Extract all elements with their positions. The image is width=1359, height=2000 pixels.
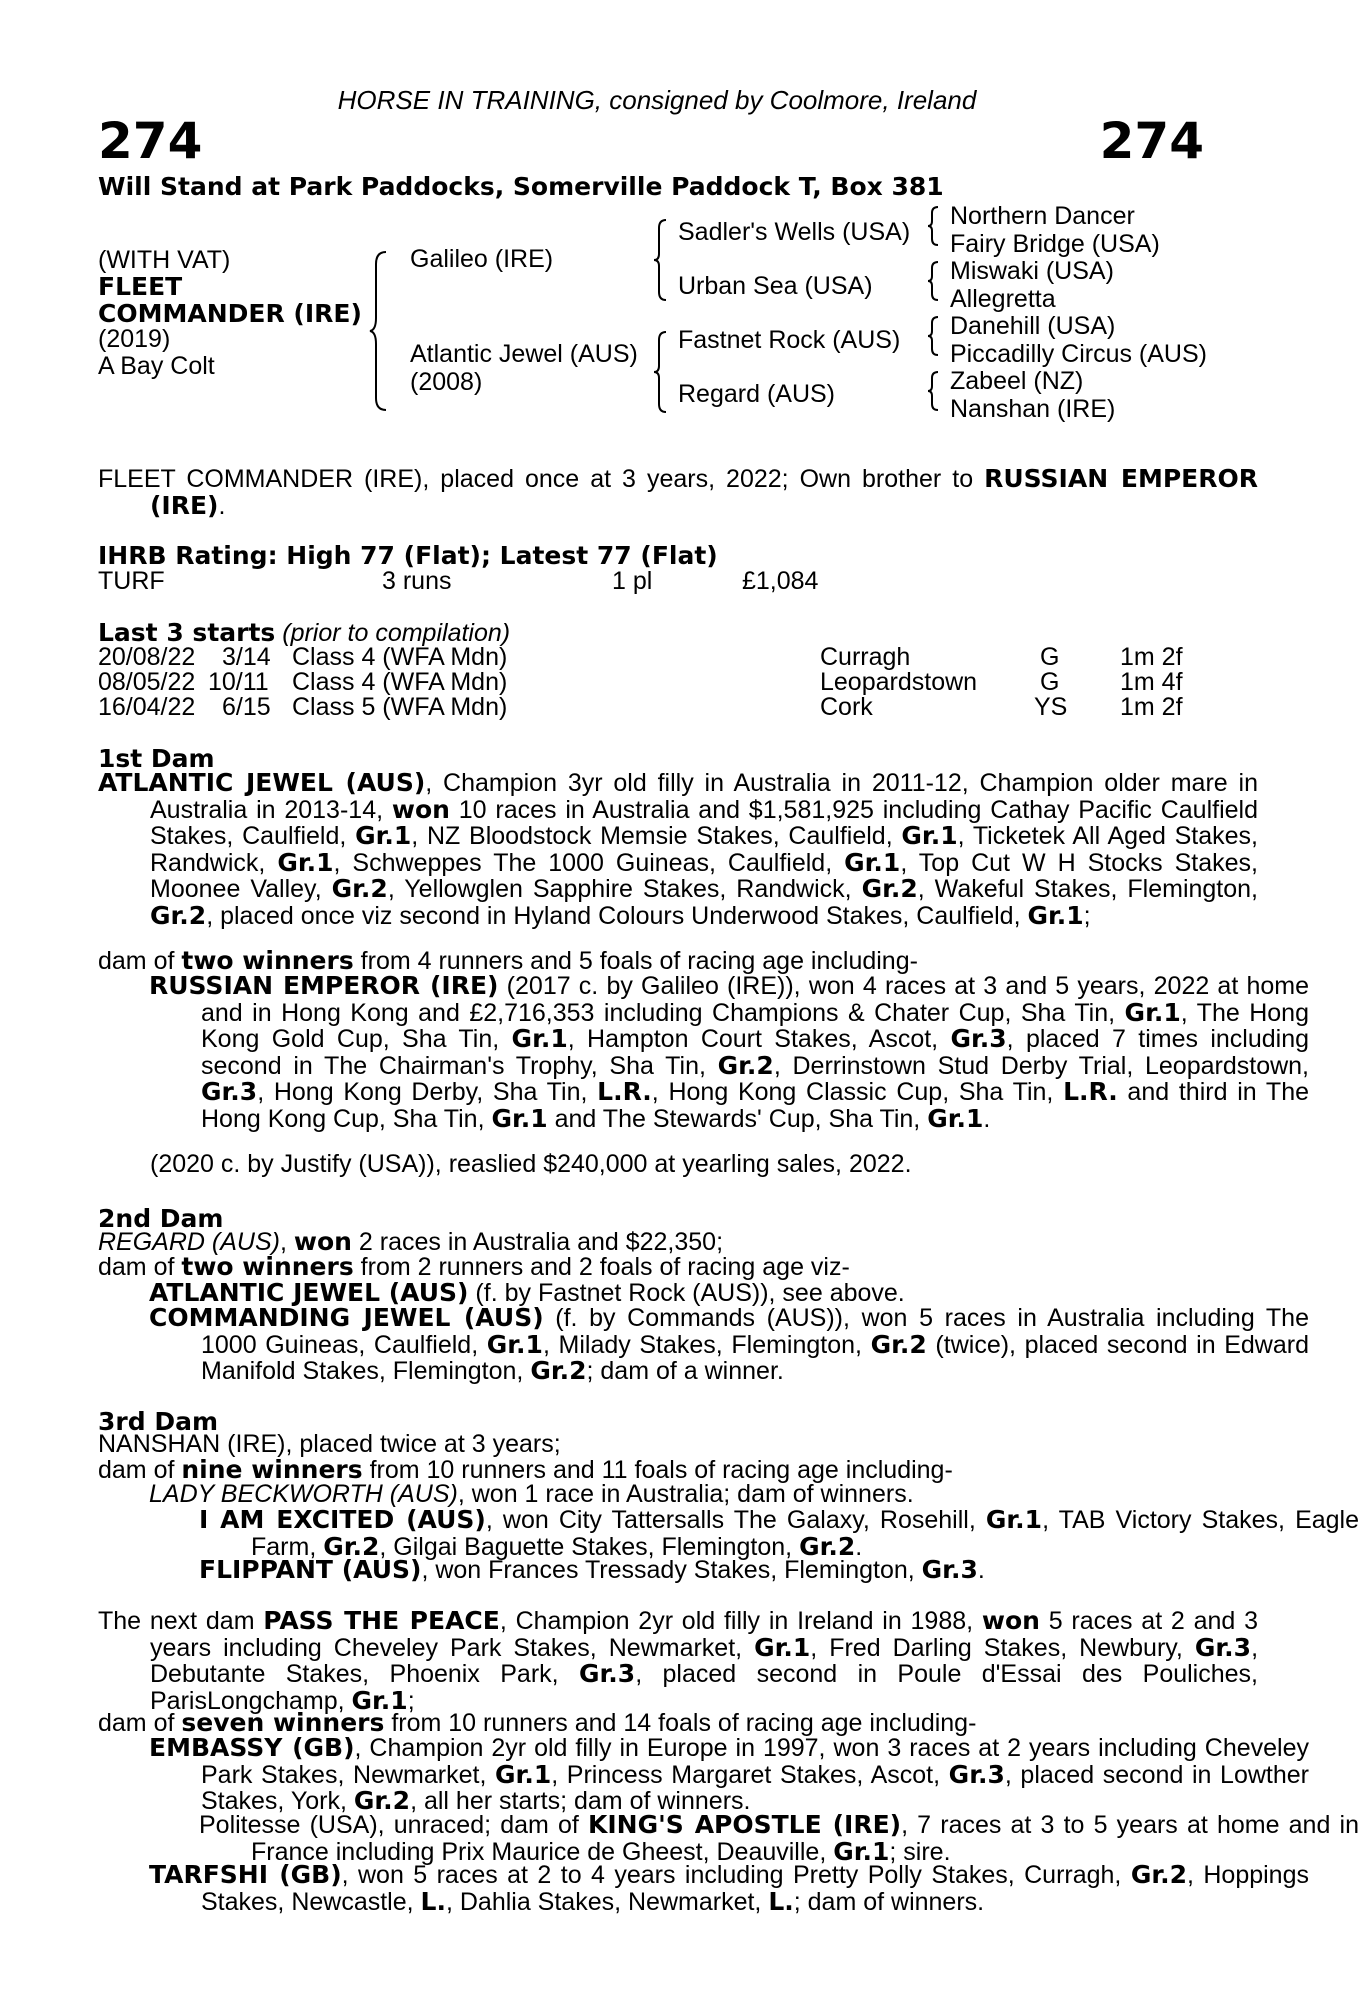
- pedigree-g4-2: Fairy Bridge (USA): [950, 230, 1160, 258]
- lot-number-left: 274: [98, 112, 203, 170]
- second-dam-heading: 2nd Dam: [98, 1204, 224, 1233]
- start-position: 6/15: [222, 693, 271, 721]
- rating-title: IHRB Rating: High 77 (Flat); Latest 77 (Flat): [98, 541, 718, 570]
- first-dam-produce-line: dam of two winners from 4 runners and 5 foals of racing age including-: [98, 946, 918, 975]
- pedigree-g4-3: Miswaki (USA): [950, 257, 1114, 285]
- rating-runs: 3 runs: [382, 567, 452, 595]
- start-date: 08/05/22: [98, 668, 196, 696]
- start-course: Leopardstown: [820, 668, 978, 696]
- next-dam-grandprogeny: Politesse (USA), unraced; dam of KING'S APOSTLE (IRE), 7 races at 3 to 5 years at home and in France including Prix Maurice de Gheest, Deauville, Gr.1; sire.: [199, 1810, 1359, 1866]
- third-dam-grandprogeny-2: FLIPPANT (AUS), won Frances Tressady Stakes, Flemington, Gr.3.: [199, 1555, 985, 1584]
- summary-paragraph: FLEET COMMANDER (IRE), placed once at 3 years, 2022; Own brother to RUSSIAN EMPEROR (IRE).: [98, 464, 1258, 520]
- third-dam-produce-line: dam of nine winners from 10 runners and 11 foals of racing age including-: [98, 1455, 953, 1484]
- start-distance: 1m 2f: [1120, 693, 1183, 721]
- next-dam-produce-line: dam of seven winners from 10 runners and 14 foals of racing age including-: [98, 1708, 977, 1737]
- next-dam-progeny-1: EMBASSY (GB), Champion 2yr old filly in Europe in 1997, won 3 races at 2 years including Cheveley Park Stakes, Newmarket, Gr.1, Princess Margaret Stakes, Ascot, Gr.3, placed second in Lowther Stakes, York, Gr.2, all her starts; dam of winners.: [149, 1733, 1309, 1815]
- pedigree-brace-g4: [926, 370, 940, 412]
- rating-placed: 1 pl: [612, 567, 653, 595]
- horse-name-line1: FLEET: [98, 272, 183, 301]
- rating-surface: TURF: [98, 567, 165, 595]
- pedigree-sire: Galileo (IRE): [410, 245, 554, 273]
- second-dam-progeny-1: ATLANTIC JEWEL (AUS) (f. by Fastnet Rock (AUS)), see above.: [149, 1278, 905, 1307]
- start-position: 3/14: [222, 643, 271, 671]
- consignment-line: HORSE IN TRAINING, consigned by Coolmore, Ireland: [337, 85, 977, 115]
- start-going: G: [1040, 643, 1060, 671]
- third-dam-grandprogeny-1: I AM EXCITED (AUS), won City Tattersalls The Galaxy, Rosehill, Gr.1, TAB Victory Stakes, Eagle Farm, Gr.2, Gilgai Baguette Stakes, Flemington, Gr.2.: [199, 1505, 1359, 1561]
- progeny-name: RUSSIAN EMPEROR (IRE): [149, 971, 499, 1000]
- start-class: Class 4 (WFA Mdn): [292, 668, 508, 696]
- stand-info: Will Stand at Park Paddocks, Somerville Paddock T, Box 381: [98, 172, 944, 201]
- pedigree-g4-8: Nanshan (IRE): [950, 395, 1116, 423]
- pedigree-g4-4: Allegretta: [950, 285, 1056, 313]
- pedigree-g4-6: Piccadilly Circus (AUS): [950, 340, 1207, 368]
- pedigree-g4-7: Zabeel (NZ): [950, 367, 1084, 395]
- pedigree-dam-year: (2008): [410, 368, 483, 396]
- start-course: Cork: [820, 693, 873, 721]
- second-dam-produce-line: dam of two winners from 2 runners and 2 foals of racing age viz-: [98, 1252, 850, 1281]
- rating-earnings: £1,084: [742, 567, 819, 595]
- next-dam-paragraph: The next dam PASS THE PEACE, Champion 2yr old filly in Ireland in 1988, won 5 races at 2 and 3 years including Cheveley Park Stakes, Newmarket, Gr.1, Fred Darling Stakes, Newbury, Gr.3, Debutante Stakes, Phoenix Park, Gr.3, placed second in Poule d'Essai des Pouliches, ParisLongchamp, Gr.1;: [98, 1606, 1259, 1715]
- pedigree-sire-dam: Urban Sea (USA): [678, 272, 873, 300]
- third-dam-heading: 3rd Dam: [98, 1407, 218, 1436]
- next-dam-progeny-2: TARFSHI (GB), won 5 races at 2 to 4 years including Pretty Polly Stakes, Curragh, Gr.2, Hoppings Stakes, Newcastle, L., Dahlia Stakes, Newmarket, L.; dam of winners.: [149, 1860, 1309, 1916]
- pedigree-brace-g1: [926, 205, 940, 247]
- pedigree-brace-main: [368, 250, 390, 412]
- first-dam-progeny-2: (2020 c. by Justify (USA)), reaslied $240,000 at yearling sales, 2022.: [150, 1150, 912, 1178]
- start-going: YS: [1034, 693, 1068, 721]
- start-class: Class 4 (WFA Mdn): [292, 643, 508, 671]
- pedigree-dam-sire: Fastnet Rock (AUS): [678, 326, 901, 354]
- start-distance: 1m 4f: [1120, 668, 1183, 696]
- first-dam-progeny-1: RUSSIAN EMPEROR (IRE) (2017 c. by Galileo (IRE)), won 4 races at 3 and 5 years, 2022 at home and in Hong Kong and £2,716,353 including Champions & Chater Cup, Sha Tin, Gr.1, The Hong Kong Gold Cup, Sha Tin, Gr.1, Hampton Court Stakes, Ascot, Gr.3, placed 7 times including second in The Chairman's Trophy, Sha Tin, Gr.2, Derrinstown Stud Derby Trial, Leopardstown, Gr.3, Hong Kong Derby, Sha Tin, L.R., Hong Kong Classic Cup, Sha Tin, L.R. and third in The Hong Kong Cup, Sha Tin, Gr.1 and The Stewards' Cup, Sha Tin, Gr.1.: [149, 971, 1310, 1133]
- horse-name-line2: COMMANDER (IRE): [98, 299, 362, 328]
- pedigree-brace-g2: [926, 260, 940, 302]
- vat-label: (WITH VAT): [98, 246, 231, 274]
- first-dam-name: ATLANTIC JEWEL (AUS): [98, 768, 426, 797]
- start-going: G: [1040, 668, 1060, 696]
- summary-brother-name: RUSSIAN EMPEROR (IRE): [150, 464, 1258, 520]
- start-class: Class 5 (WFA Mdn): [292, 693, 508, 721]
- pedigree-brace-dam: [652, 330, 670, 414]
- lot-number-right: 274: [1099, 112, 1204, 170]
- start-date: 16/04/22: [98, 693, 196, 721]
- pedigree-dam: Atlantic Jewel (AUS): [410, 340, 638, 368]
- pedigree-g4-1: Northern Dancer: [950, 202, 1135, 230]
- start-position: 10/11: [208, 668, 269, 696]
- pedigree-sire-sire: Sadler's Wells (USA): [678, 218, 911, 246]
- second-dam-line: REGARD (AUS), won 2 races in Australia and $22,350;: [98, 1227, 724, 1256]
- first-dam-heading: 1st Dam: [98, 744, 215, 773]
- third-dam-progeny-1: LADY BECKWORTH (AUS), won 1 race in Australia; dam of winners.: [149, 1480, 914, 1508]
- start-course: Curragh: [820, 643, 911, 671]
- pedigree-brace-sire: [652, 218, 670, 302]
- pedigree-brace-g3: [926, 315, 940, 357]
- start-distance: 1m 2f: [1120, 643, 1183, 671]
- horse-description: A Bay Colt: [98, 352, 215, 380]
- last-starts-heading: Last 3 starts (prior to compilation): [98, 618, 511, 647]
- pedigree-g4-5: Danehill (USA): [950, 312, 1116, 340]
- second-dam-progeny-2: COMMANDING JEWEL (AUS) (f. by Commands (AUS)), won 5 races in Australia including The 1000 Guineas, Caulfield, Gr.1, Milady Stakes, Flemington, Gr.2 (twice), placed second in Edward Manifold Stakes, Flemington, Gr.2; dam of a winner.: [149, 1303, 1309, 1385]
- horse-year: (2019): [98, 325, 171, 353]
- first-dam-paragraph: ATLANTIC JEWEL (AUS), Champion 3yr old filly in Australia in 2011-12, Champion older mare in Australia in 2013-14, won 10 races in Australia and $1,581,925 including Cathay Pacific Caulfield Stakes, Caulfield, Gr.1, NZ Bloodstock Memsie Stakes, Caulfield, Gr.1, Ticketek All Aged Stakes, Randwick, Gr.1, Schweppes The 1000 Guineas, Caulfield, Gr.1, Top Cut W H Stocks Stakes, Moonee Valley, Gr.2, Yellowglen Sapphire Stakes, Randwick, Gr.2, Wakeful Stakes, Flemington, Gr.2, placed once viz second in Hyland Colours Underwood Stakes, Caulfield, Gr.1;: [98, 768, 1259, 930]
- third-dam-line: NANSHAN (IRE), placed twice at 3 years;: [98, 1430, 561, 1458]
- pedigree-dam-dam: Regard (AUS): [678, 380, 835, 408]
- start-date: 20/08/22: [98, 643, 196, 671]
